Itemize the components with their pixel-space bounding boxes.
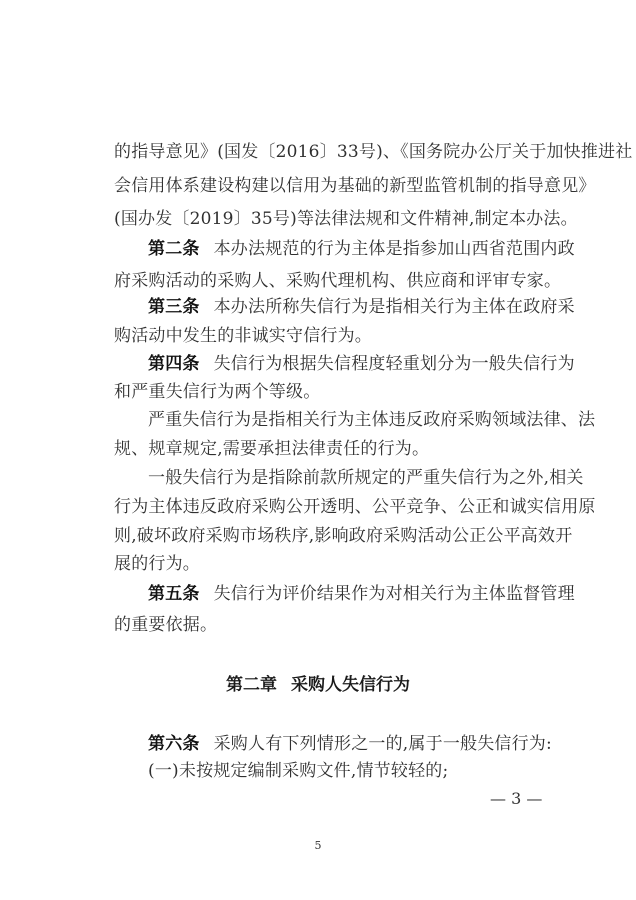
article-4 [148,353,575,375]
page-folio: — 3 — [490,789,543,808]
article-text: 失信行为根据失信程度轻重划分为一般失信行为 [213,354,575,374]
article-2 [148,238,575,260]
article-text: 本办法所称失信行为是指相关行为主体在政府采 [213,297,575,317]
article-label: 第六条 [148,734,200,754]
chapter-title: 采购人失信行为 [291,675,410,695]
text-line: (国办发〔2019〕35号)等法律法规和文件精神,制定本办法。 [114,209,578,229]
list-item: (一)未按规定编制采购文件,情节较轻的; [148,761,449,781]
text-line: 购活动中发生的非诚实守信行为。 [114,326,372,346]
text-line: 严重失信行为是指相关行为主体违反政府采购领域法律、法 [148,410,596,430]
article-text: 失信行为评价结果作为对相关行为主体监督管理 [213,584,575,604]
article-label: 第三条 [148,297,200,317]
text-line: 规、规章规定,需要承担法律责任的行为。 [114,439,430,459]
article-text: 采购人有下列情形之一的,属于一般失信行为: [213,734,552,754]
text-line: 会信用体系建设构建以信用为基础的新型监管机制的指导意见》 [114,176,596,196]
article-label: 第四条 [148,354,200,374]
chapter-heading [0,674,636,696]
text-line: 一般失信行为是指除前款所规定的严重失信行为之外,相关 [148,468,584,488]
text-line: 展的行为。 [114,554,200,574]
article-5 [148,583,575,605]
text-line: 则,破坏政府采购市场秩序,影响政府采购活动公正公平高效开 [114,526,573,546]
article-text: 本办法规范的行为主体是指参加山西省范围内政 [213,239,575,259]
article-label: 第二条 [148,239,200,259]
article-3 [148,296,575,318]
article-6 [148,733,552,755]
text-line: 的指导意见》(国发〔2016〕33号)、《国务院办公厅关于加快推进社 [114,142,633,162]
text-line: 府采购活动的采购人、采购代理机构、供应商和评审专家。 [114,271,562,291]
chapter-number: 第二章 [226,675,277,695]
text-line: 行为主体违反政府采购公开透明、公平竞争、公正和诚实信用原 [114,497,596,517]
text-line: 的重要依据。 [114,615,218,635]
page-number: 5 [314,839,322,852]
text-line: 和严重失信行为两个等级。 [114,382,321,402]
article-label: 第五条 [148,584,200,604]
